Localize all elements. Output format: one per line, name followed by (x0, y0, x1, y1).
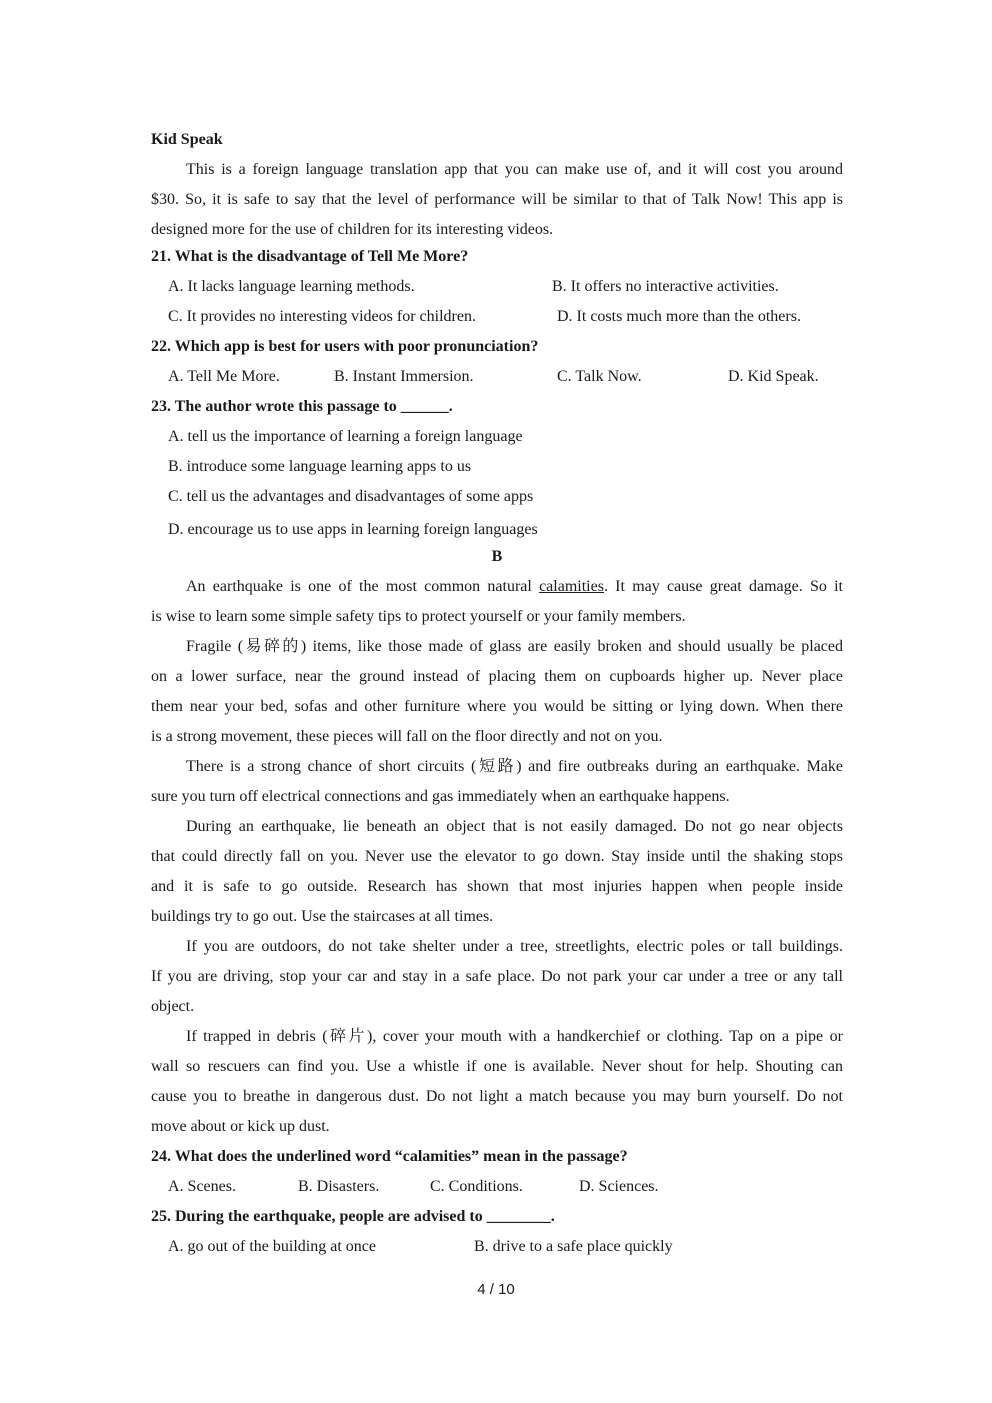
q22-option-a: A. Tell Me More. (168, 368, 280, 385)
section-b-p4-line-3: and it is safe to go outside. Research has shown that most injuries happen when people inside (151, 878, 843, 895)
q21-option-a: A. It lacks language learning methods. (168, 278, 415, 295)
section-b-title: B (491, 548, 503, 565)
section-b-p2-line-1: Fragile (易碎的) items, like those made of glass are easily broken and should usually be placed (186, 638, 843, 655)
p1-text-before: An earthquake is one of the most common natural (186, 578, 540, 595)
q23-option-d: D. encourage us to use apps in learning foreign languages (168, 521, 538, 538)
question-25: 25. During the earthquake, people are advised to ________. (151, 1208, 555, 1225)
q21-option-c: C. It provides no interesting videos for children. (168, 308, 476, 325)
section-b-p4-line-2: that could directly fall on you. Never use the elevator to go down. Stay inside until the shaking stops (151, 848, 843, 865)
section-b-p6-line-1: If trapped in debris (碎片), cover your mouth with a handkerchief or clothing. Tap on a pipe or (186, 1028, 843, 1045)
section-b-p4-line-1: During an earthquake, lie beneath an object that is not easily damaged. Do not go near objects (186, 818, 843, 835)
section-b-p2-line-3: them near your bed, sofas and other furniture where you would be sitting or lying down. When there (151, 698, 843, 715)
kid-speak-heading: Kid Speak (151, 131, 223, 148)
question-23: 23. The author wrote this passage to ______. (151, 398, 453, 415)
section-b-p1-line-1 (151, 577, 843, 597)
q21-option-b: B. It offers no interactive activities. (552, 278, 779, 295)
q21-option-d: D. It costs much more than the others. (557, 308, 801, 325)
section-b-p6-line-3: cause you to breathe in dangerous dust. Do not light a match because you may burn yourself. Do not (151, 1088, 843, 1105)
section-b-p3-line-2: sure you turn off electrical connections and gas immediately when an earthquake happens. (151, 788, 730, 805)
q24-option-c: C. Conditions. (430, 1178, 523, 1195)
section-b-p6-line-2: wall so rescuers can find you. Use a whistle if one is available. Never shout for help. Shouting can (151, 1058, 843, 1075)
q22-option-d: D. Kid Speak. (728, 368, 819, 385)
q22-option-b: B. Instant Immersion. (334, 368, 474, 385)
question-21: 21. What is the disadvantage of Tell Me More? (151, 248, 469, 265)
section-b-p3-line-1: There is a strong chance of short circuits (短路) and fire outbreaks during an earthquake. Make (186, 758, 843, 775)
underlined-word-calamities: calamities (539, 578, 604, 595)
section-b-p4-line-4: buildings try to go out. Use the staircases at all times. (151, 908, 494, 925)
section-b-p1-line-2: is wise to learn some simple safety tips to protect yourself or your family members. (151, 608, 686, 625)
q25-option-b: B. drive to a safe place quickly (474, 1238, 673, 1255)
p1-text-after: . It may cause great damage. So it (603, 578, 843, 595)
section-b-p5-line-3: object. (151, 998, 195, 1015)
page-number: 4 / 10 (477, 1281, 515, 1298)
q24-option-d: D. Sciences. (579, 1178, 659, 1195)
q23-option-a: A. tell us the importance of learning a foreign language (168, 428, 523, 445)
q22-option-c: C. Talk Now. (557, 368, 642, 385)
question-24: 24. What does the underlined word “calamities” mean in the passage? (151, 1148, 628, 1165)
q25-option-a: A. go out of the building at once (168, 1238, 376, 1255)
section-b-p5-line-1: If you are outdoors, do not take shelter under a tree, streetlights, electric poles or tall buildings. (186, 938, 843, 955)
kid-speak-line-1: This is a foreign language translation app that you can make use of, and it will cost you around (186, 161, 843, 178)
q24-option-a: A. Scenes. (168, 1178, 236, 1195)
q23-option-b: B. introduce some language learning apps to us (168, 458, 472, 475)
section-b-p6-line-4: move about or kick up dust. (151, 1118, 330, 1135)
question-22: 22. Which app is best for users with poor pronunciation? (151, 338, 539, 355)
section-b-p2-line-4: is a strong movement, these pieces will fall on the floor directly and not on you. (151, 728, 663, 745)
section-b-p5-line-2: If you are driving, stop your car and stay in a safe place. Do not park your car under a tree or any tall (151, 968, 843, 985)
section-b-p2-line-2: on a lower surface, near the ground instead of placing them on cupboards higher up. Never place (151, 668, 843, 685)
q23-option-c: C. tell us the advantages and disadvantages of some apps (168, 488, 534, 505)
kid-speak-line-2: $30. So, it is safe to say that the level of performance will be similar to that of Talk Now! This app is (151, 191, 843, 208)
kid-speak-line-3: designed more for the use of children for its interesting videos. (151, 221, 554, 238)
q24-option-b: B. Disasters. (298, 1178, 380, 1195)
